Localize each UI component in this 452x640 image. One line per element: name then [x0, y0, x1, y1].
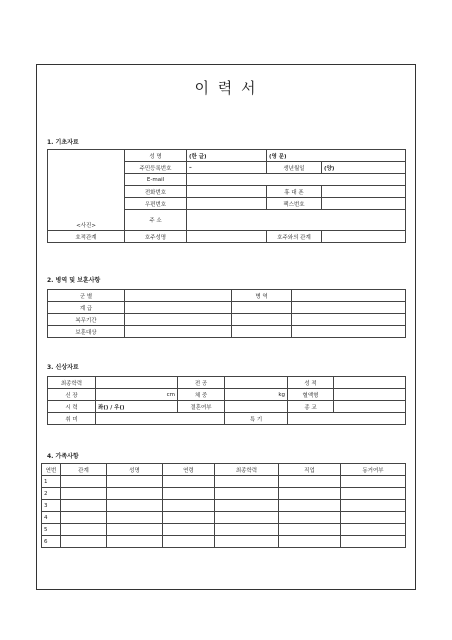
family-cell[interactable] [279, 476, 341, 488]
family-cell[interactable] [61, 524, 107, 536]
family-header-cohabit: 동거여부 [341, 464, 406, 476]
fax-field[interactable] [322, 198, 406, 210]
family-header-age: 연령 [163, 464, 215, 476]
family-header-name: 성명 [107, 464, 163, 476]
family-cell[interactable] [107, 524, 163, 536]
veteran-field[interactable] [125, 326, 232, 338]
weight-field[interactable] [225, 389, 288, 401]
branch-field[interactable] [125, 290, 232, 302]
section-family-title: 4. 가족사항 [47, 453, 79, 460]
family-relation-label: 호적관계 [48, 231, 125, 243]
personal-table [47, 376, 406, 425]
photo-box[interactable] [48, 150, 125, 231]
family-cell[interactable] [163, 512, 215, 524]
zip-label: 우편번호 [125, 198, 187, 210]
family-cell[interactable] [61, 476, 107, 488]
family-cell[interactable] [215, 512, 279, 524]
section-basic-title: 1. 기초자료 [47, 139, 79, 146]
education-field[interactable] [96, 377, 178, 389]
name-label: 성 명 [125, 150, 187, 162]
blood-label: 혈액형 [288, 389, 334, 401]
period-field[interactable] [125, 314, 232, 326]
hobby-field[interactable] [96, 413, 225, 425]
family-header-number: 연번 [42, 464, 61, 476]
family-cell[interactable] [61, 488, 107, 500]
head-name-label: 호주성명 [125, 231, 187, 243]
grade-field[interactable] [334, 377, 406, 389]
period-extra-field-2[interactable] [292, 314, 406, 326]
family-row [42, 476, 406, 488]
military-table [47, 289, 406, 338]
family-cell[interactable] [163, 476, 215, 488]
family-row [42, 500, 406, 512]
email-field[interactable] [187, 174, 406, 186]
family-cell[interactable] [341, 488, 406, 500]
resume-page [36, 64, 416, 590]
section-military-title: 2. 병역 및 보훈사항 [47, 277, 101, 284]
family-row-number: 4 [42, 512, 61, 524]
height-label: 신 장 [48, 389, 96, 401]
family-cell[interactable] [61, 500, 107, 512]
family-cell[interactable] [61, 512, 107, 524]
sight-field[interactable]: 좌() / 우() [96, 401, 178, 413]
address-field[interactable] [187, 210, 406, 231]
family-cell[interactable] [279, 488, 341, 500]
family-row-number: 6 [42, 536, 61, 548]
weight-label: 체 중 [178, 389, 225, 401]
major-field[interactable] [225, 377, 288, 389]
name-english-field[interactable]: (영 문) [267, 150, 406, 162]
family-cell[interactable] [107, 512, 163, 524]
family-cell[interactable] [279, 536, 341, 548]
period-label: 복무기간 [48, 314, 125, 326]
family-cell[interactable] [341, 536, 406, 548]
family-cell[interactable] [341, 476, 406, 488]
family-cell[interactable] [163, 488, 215, 500]
address-label: 주 소 [125, 210, 187, 231]
family-cell[interactable] [107, 476, 163, 488]
family-cell[interactable] [163, 524, 215, 536]
family-cell[interactable] [215, 500, 279, 512]
hobby-label: 취 미 [48, 413, 96, 425]
family-cell[interactable] [163, 500, 215, 512]
family-header-relation: 관계 [61, 464, 107, 476]
family-header-job: 직업 [279, 464, 341, 476]
phone-field[interactable] [187, 186, 267, 198]
grade-label: 성 적 [288, 377, 334, 389]
fax-label: 팩스번호 [267, 198, 322, 210]
family-cell[interactable] [279, 512, 341, 524]
head-name-field[interactable] [187, 231, 267, 243]
email-label: E-mail [125, 174, 187, 186]
rrn-label: 주민등록번호 [125, 162, 187, 174]
page-title: 이 력 서 [194, 79, 258, 97]
section-personal-title: 3. 신상자료 [47, 364, 79, 371]
rank-extra-field-2[interactable] [292, 302, 406, 314]
family-row-number: 2 [42, 488, 61, 500]
height-unit: cm [166, 391, 175, 398]
family-row [42, 536, 406, 548]
family-cell[interactable] [107, 500, 163, 512]
zip-field[interactable] [187, 198, 267, 210]
married-label: 결혼여부 [178, 401, 225, 413]
head-relation-field[interactable] [322, 231, 406, 243]
phone-label: 전화번호 [125, 186, 187, 198]
birth-label: 생년월일 [267, 162, 322, 174]
family-cell[interactable] [163, 536, 215, 548]
family-cell[interactable] [107, 536, 163, 548]
period-extra-field[interactable] [232, 314, 292, 326]
family-table [41, 463, 406, 548]
mobile-field[interactable] [322, 186, 406, 198]
rrn-field[interactable]: – [187, 162, 267, 174]
basic-info-table [47, 149, 406, 243]
family-row [42, 488, 406, 500]
family-row [42, 512, 406, 524]
family-cell[interactable] [341, 512, 406, 524]
family-cell[interactable] [215, 536, 279, 548]
service-field[interactable] [292, 290, 406, 302]
family-cell[interactable] [107, 488, 163, 500]
family-cell[interactable] [215, 524, 279, 536]
major-label: 전 공 [178, 377, 225, 389]
family-row-number: 3 [42, 500, 61, 512]
religion-field[interactable] [334, 401, 406, 413]
skill-label: 특 기 [225, 413, 288, 425]
family-row-number: 5 [42, 524, 61, 536]
height-field[interactable] [96, 389, 178, 401]
family-cell[interactable] [61, 536, 107, 548]
head-relation-label: 호주와의 관계 [267, 231, 322, 243]
family-cell[interactable] [341, 500, 406, 512]
mobile-label: 휴 대 폰 [267, 186, 322, 198]
family-row-number: 1 [42, 476, 61, 488]
photo-caption: <사진> [76, 223, 96, 229]
sight-label: 시 력 [48, 401, 96, 413]
weight-unit: kg [278, 391, 285, 398]
rank-extra-field[interactable] [232, 302, 292, 314]
veteran-extra-field-2[interactable] [292, 326, 406, 338]
branch-label: 군 별 [48, 290, 125, 302]
veteran-extra-field[interactable] [232, 326, 292, 338]
family-cell[interactable] [215, 488, 279, 500]
family-header-education: 최종학력 [215, 464, 279, 476]
rank-label: 계 급 [48, 302, 125, 314]
family-row [42, 524, 406, 536]
family-cell[interactable] [215, 476, 279, 488]
education-label: 최종학력 [48, 377, 96, 389]
skill-field[interactable] [288, 413, 406, 425]
rank-field[interactable] [125, 302, 232, 314]
family-cell[interactable] [279, 524, 341, 536]
married-field[interactable] [225, 401, 288, 413]
blood-field[interactable] [334, 389, 406, 401]
family-cell[interactable] [341, 524, 406, 536]
service-label: 병 역 [232, 290, 292, 302]
family-cell[interactable] [279, 500, 341, 512]
veteran-label: 보훈대상 [48, 326, 125, 338]
name-korean-field[interactable]: (한 글) [187, 150, 267, 162]
birth-field[interactable]: (양) [322, 162, 406, 174]
religion-label: 종 교 [288, 401, 334, 413]
